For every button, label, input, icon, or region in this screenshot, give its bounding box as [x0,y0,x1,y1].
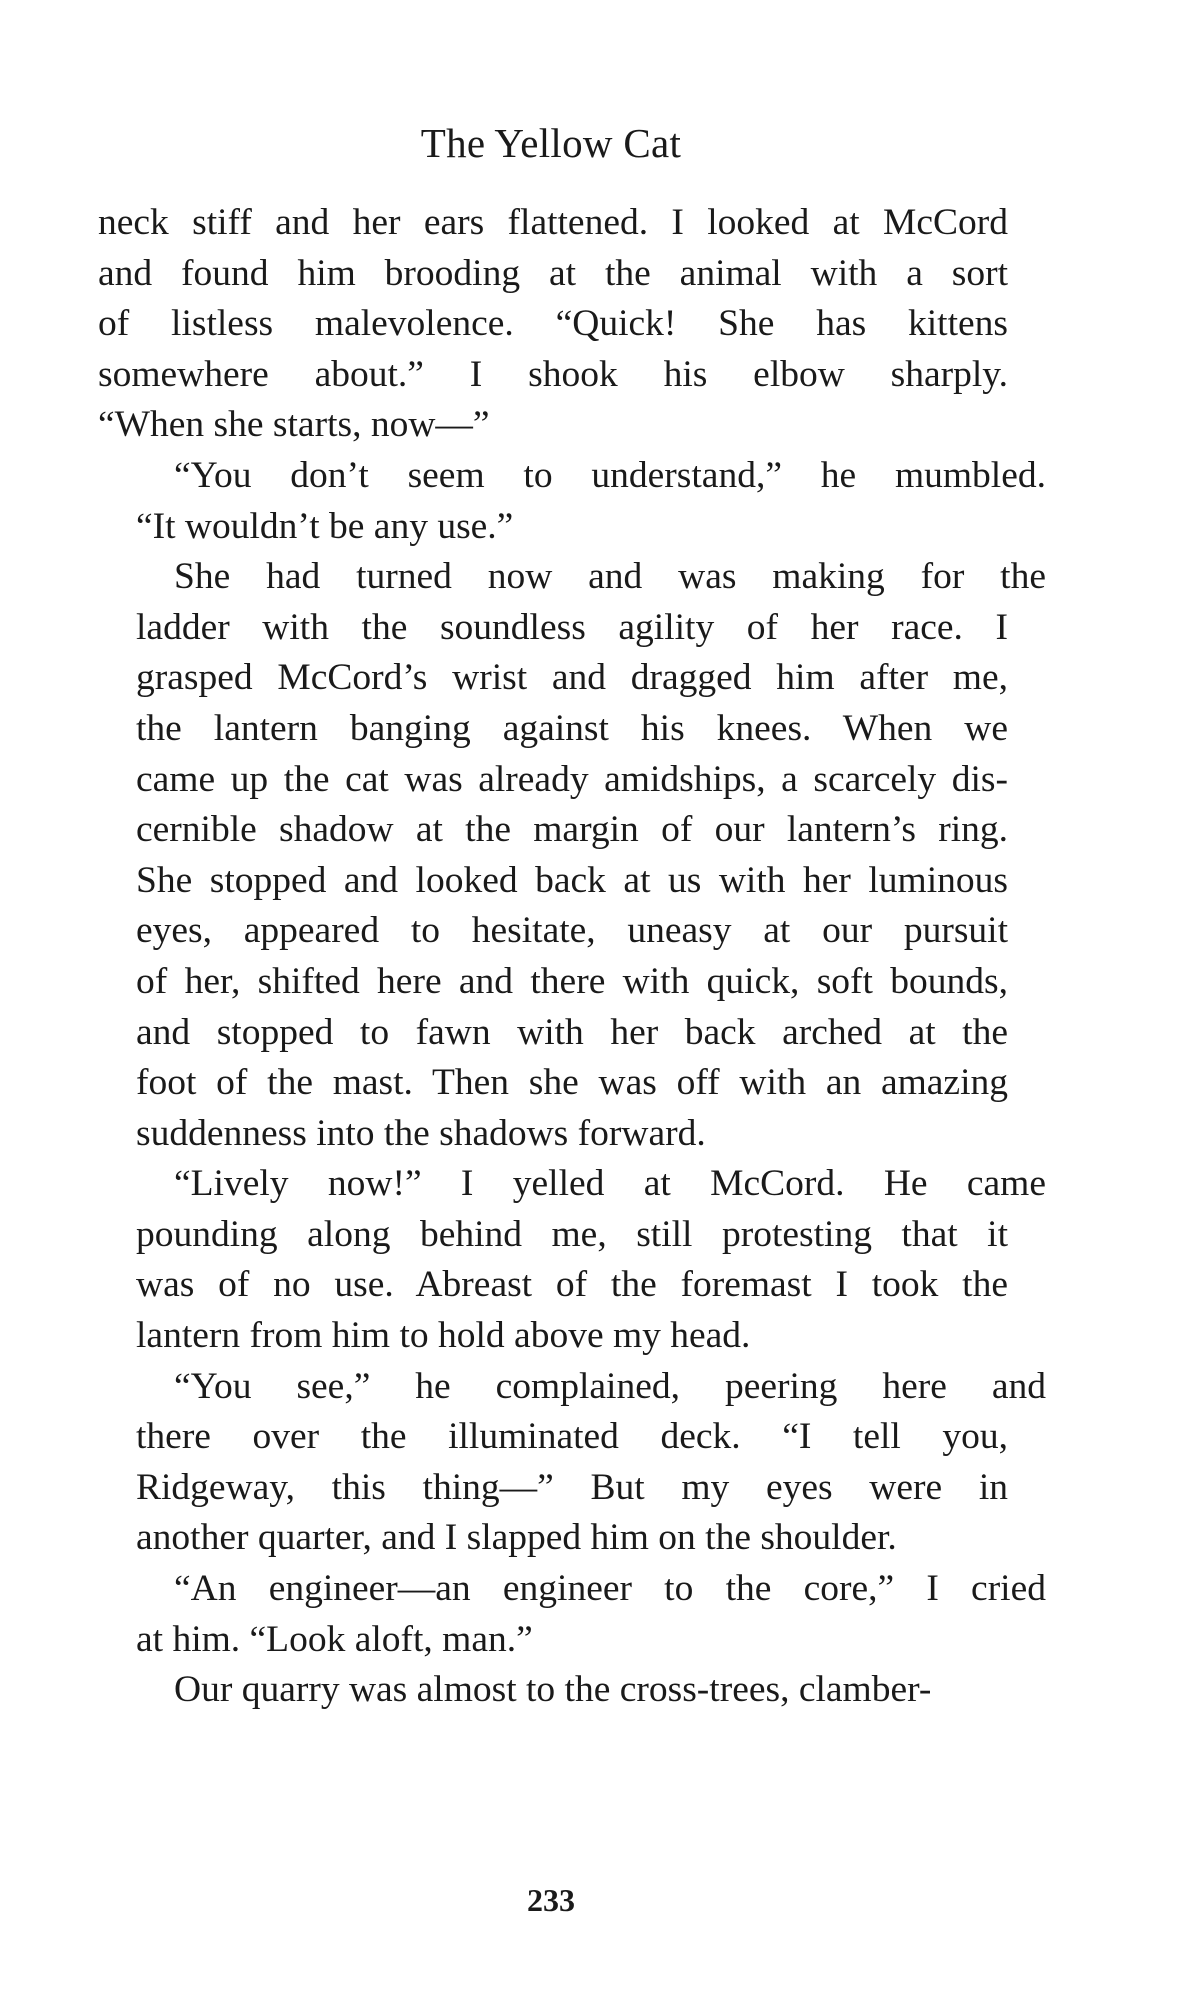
text-line: cernible shadow at the margin of our lantern’s ring. [136,809,1008,851]
paragraph [98,1564,1046,1665]
text-line: “When she starts, now—” [98,404,490,446]
paragraph [98,198,1008,451]
text-line: there over the illuminated deck. “I tell you, [136,1416,1008,1458]
paragraph [98,451,1046,552]
text-line: foot of the mast. Then she was off with an amazing [136,1062,1008,1104]
text-line: of listless malevolence. “Quick! She has kittens [98,303,1008,345]
text-line: somewhere about.” I shook his elbow sharply. [98,353,1008,395]
text-line: pounding along behind me, still protesting that it [136,1213,1008,1255]
text-line: Ridgeway, this thing—” But my eyes were in [136,1466,1008,1508]
text-line: at him. “Look aloft, man.” [136,1618,533,1660]
text-line: neck stiff and her ears flattened. I looked at McCord [98,202,1008,243]
page-body [98,198,1046,1716]
text-line: suddenness into the shadows forward. [136,1112,706,1154]
text-line: grasped McCord’s wrist and dragged him after me, [136,657,1008,699]
text-line: and stopped to fawn with her back arched at the [136,1011,1008,1053]
text-line: “It wouldn’t be any use.” [136,505,514,547]
running-head: The Yellow Cat [420,120,682,166]
text-line: and found him brooding at the animal with a sort [98,252,1008,294]
page-number: 233 [527,1882,575,1918]
text-line: eyes, appeared to hesitate, uneasy at our pursuit [136,910,1008,952]
text-line: of her, shifted here and there with quick, soft bounds, [136,960,1008,1002]
text-line: ladder with the soundless agility of her race. I [136,606,1008,648]
text-line: “Lively now!” I yelled at McCord. He came [174,1163,1046,1205]
text-line: came up the cat was already amidships, a scarcely dis- [136,758,1008,800]
text-line: She had turned now and was making for the [174,556,1046,598]
text-line: Our quarry was almost to the cross-trees, clamber- [174,1669,932,1711]
paragraph [98,1362,1046,1564]
paragraph [98,1665,1008,1716]
text-line: “You see,” he complained, peering here and [174,1365,1046,1407]
text-line: She stopped and looked back at us with her luminous [136,859,1008,901]
text-line: lantern from him to hold above my head. [136,1315,751,1357]
text-line: “You don’t seem to understand,” he mumbled. [174,454,1046,496]
text-line: “An engineer—an engineer to the core,” I cried [174,1568,1046,1610]
text-line: the lantern banging against his knees. When we [136,707,1008,749]
text-line: was of no use. Abreast of the foremast I took the [136,1264,1008,1306]
paragraph [98,552,1046,1159]
text-line: another quarter, and I slapped him on the shoulder. [136,1517,897,1559]
paragraph [98,1159,1046,1361]
